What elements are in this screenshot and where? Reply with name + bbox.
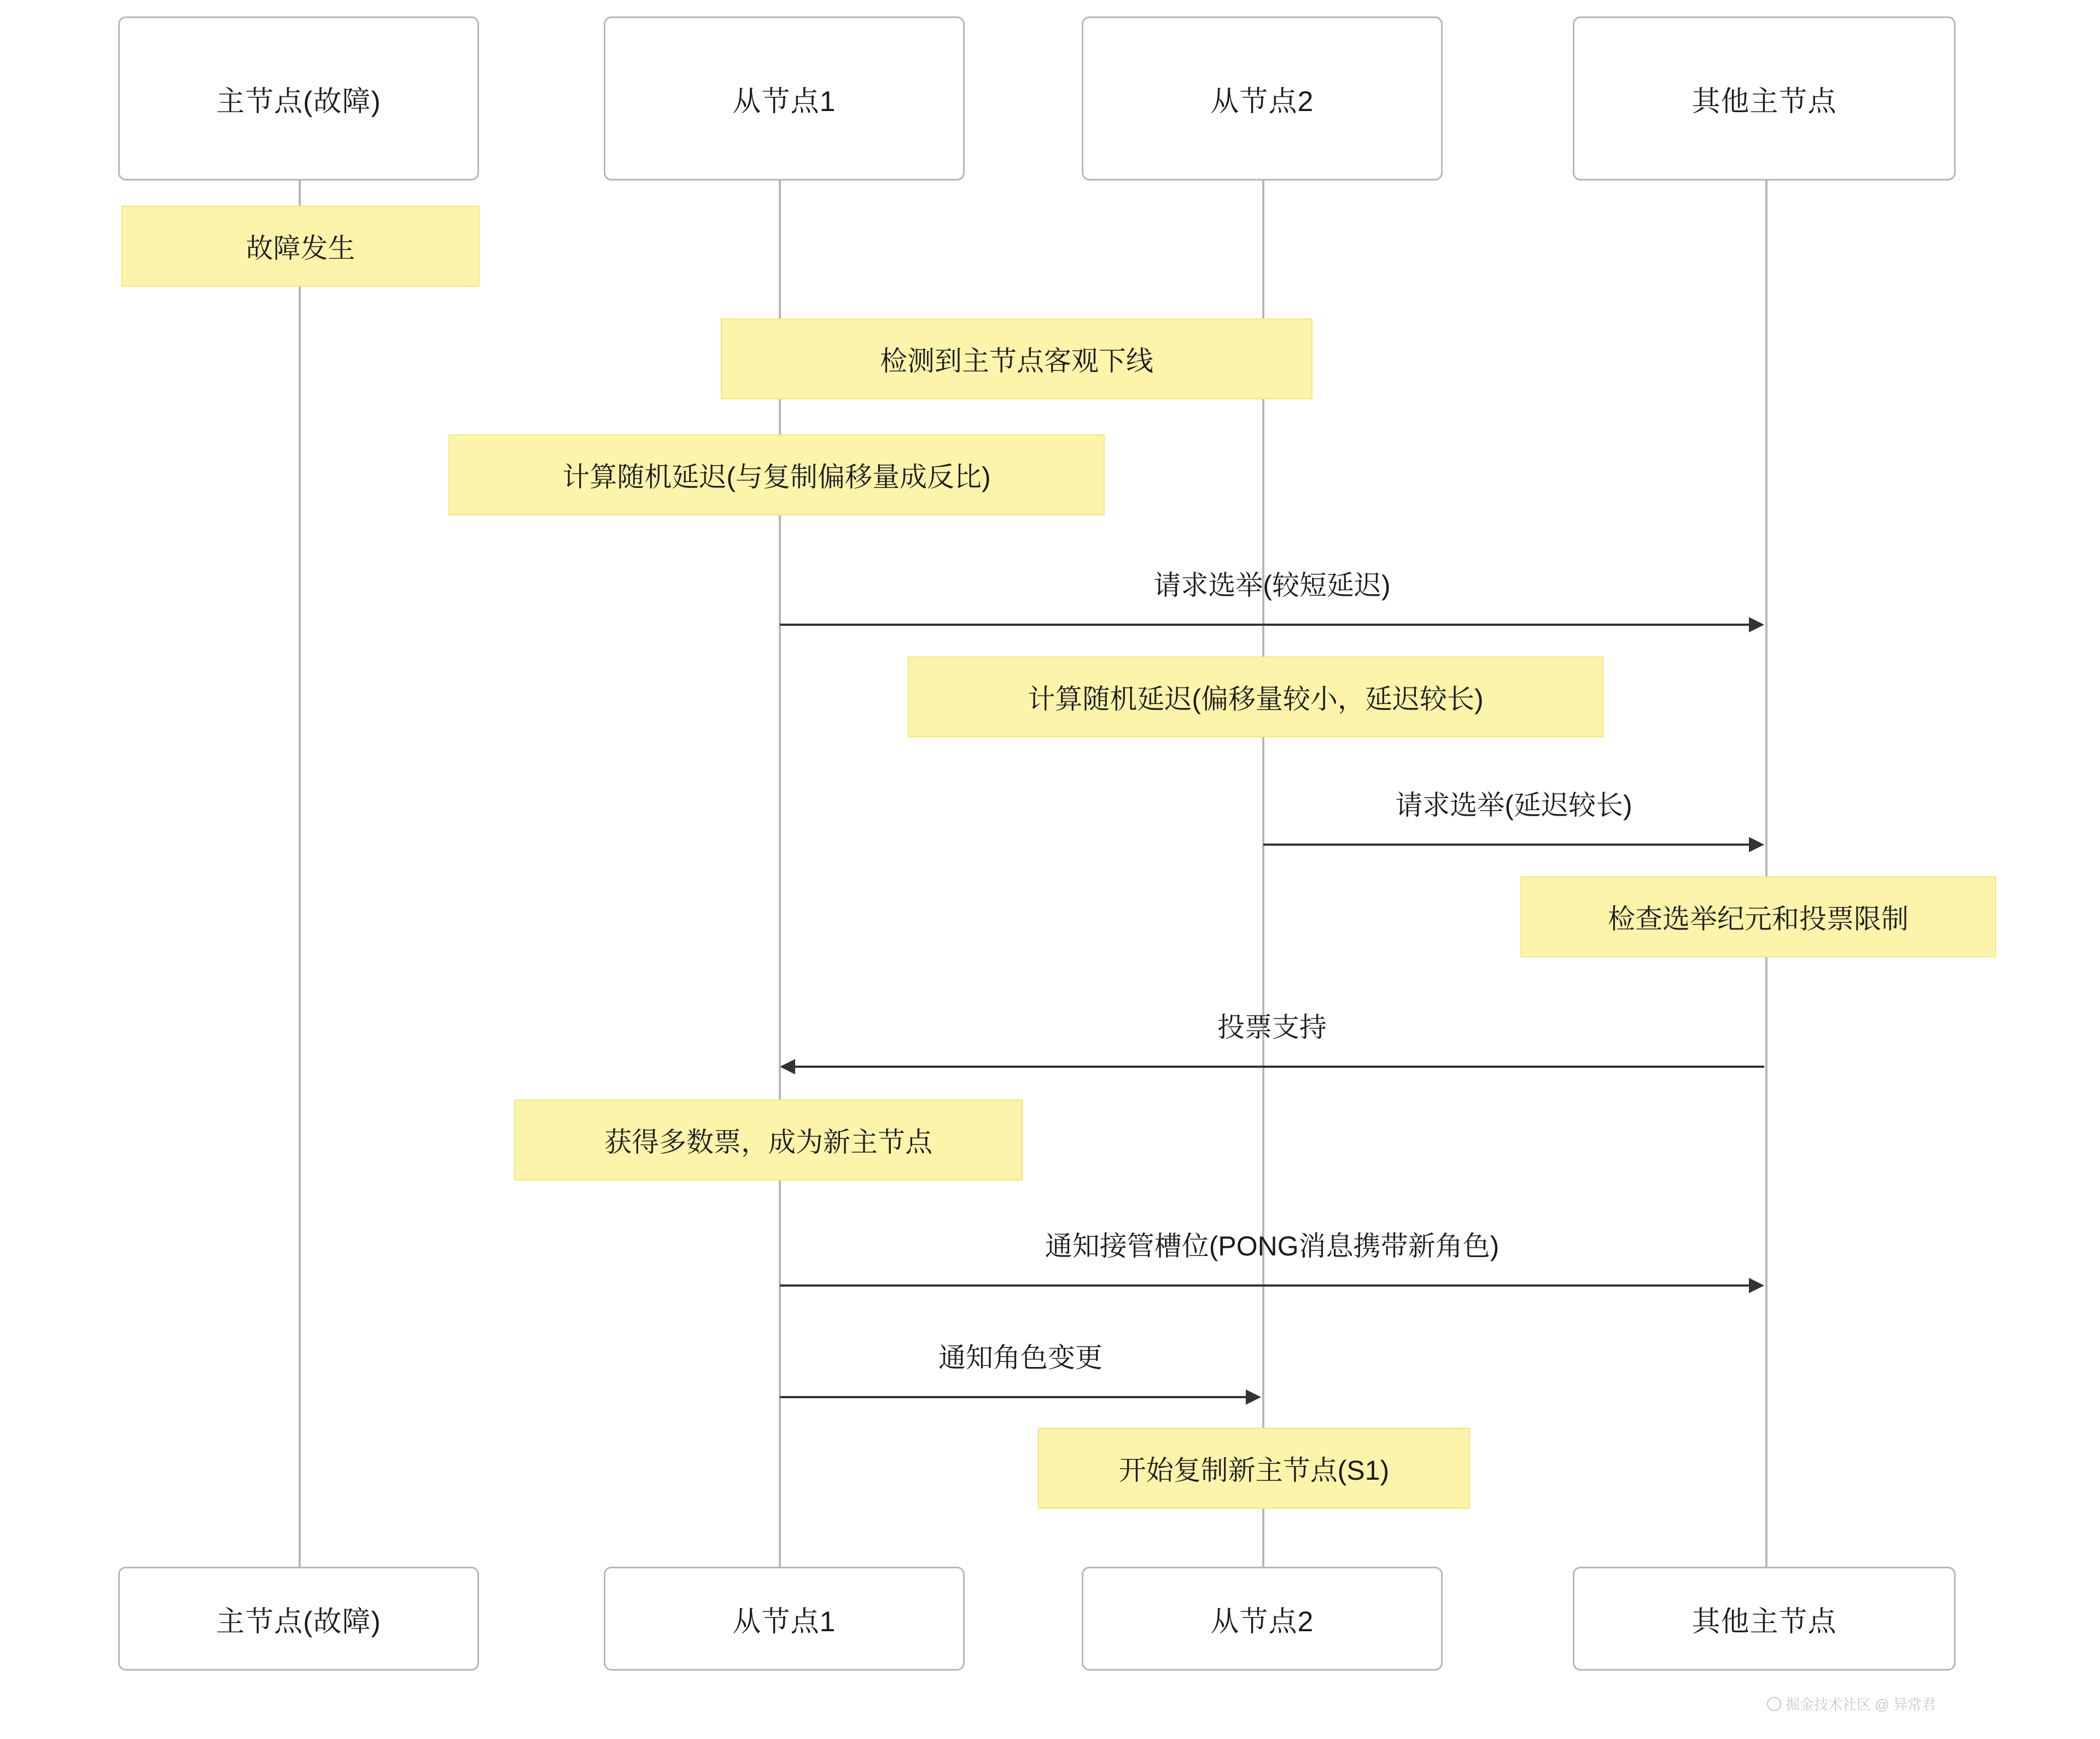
lifeline-master-failed [299,181,301,1581]
note-became-new-master [514,1100,1023,1180]
note-text: 计算随机延迟(偏移量较小，延迟较长) [1028,684,1484,714]
arrow-head-left-icon [780,1059,795,1074]
message-line-vote-support [795,1066,1764,1068]
participant-label: 主节点(故障) [216,85,381,118]
participant-slave1-top[interactable] [604,16,965,181]
participant-label: 从节点1 [732,1606,836,1638]
arrow-head-right-icon [1246,1389,1261,1405]
message-label-vote-support: 投票支持 [1217,1012,1327,1043]
message-line-request-election-short [780,624,1749,626]
watermark [1767,1694,1936,1714]
arrow-head-right-icon [1749,1278,1764,1293]
participant-label: 其他主节点 [1691,85,1837,118]
note-text: 检查选举纪元和投票限制 [1608,904,1909,934]
note-text: 故障发生 [246,233,355,264]
participant-slave1-bottom[interactable] [604,1567,965,1671]
arrow-head-right-icon [1749,617,1764,632]
note-fault-occurred [121,206,480,287]
note-start-replicating-new-master [1038,1428,1470,1509]
note-text: 检测到主节点客观下线 [880,346,1153,376]
message-label-request-election-long: 请求选举(延迟较长) [1395,790,1632,821]
arrow-head-right-icon [1749,837,1764,852]
participant-master-failed-bottom[interactable] [118,1567,479,1671]
participant-other-masters-bottom[interactable] [1573,1567,1956,1671]
message-line-request-election-long [1263,844,1749,846]
note-text: 开始复制新主节点(S1) [1118,1455,1390,1486]
participant-other-masters-top[interactable] [1573,16,1956,181]
note-text: 获得多数票，成为新主节点 [604,1127,932,1158]
message-line-notify-role-change [780,1396,1246,1398]
participant-label: 其他主节点 [1691,1606,1837,1638]
note-text: 计算随机延迟(与复制偏移量成反比) [562,462,991,492]
watermark-text: 掘金技术社区 @ 异常君 [1786,1696,1936,1713]
message-label-notify-role-change: 通知角色变更 [938,1342,1102,1373]
participant-slave2-bottom[interactable] [1082,1567,1443,1671]
watermark-logo-icon [1767,1697,1781,1711]
participant-label: 从节点1 [732,85,836,118]
message-label-request-election-short: 请求选举(较短延迟) [1153,570,1391,601]
note-check-epoch-and-vote-limit [1520,876,1996,957]
note-compute-random-delay-slave1 [448,434,1105,515]
participant-label: 从节点2 [1210,85,1314,118]
message-label-takeover-slots: 通知接管槽位(PONG消息携带新角色) [1045,1231,1500,1261]
note-detect-master-down [721,318,1312,399]
participant-label: 从节点2 [1210,1606,1314,1638]
participant-master-failed-top[interactable] [118,16,479,181]
message-line-takeover-slots [780,1284,1749,1287]
participant-slave2-top[interactable] [1082,16,1443,181]
note-compute-random-delay-slave2 [908,656,1603,737]
participant-label: 主节点(故障) [216,1606,381,1638]
